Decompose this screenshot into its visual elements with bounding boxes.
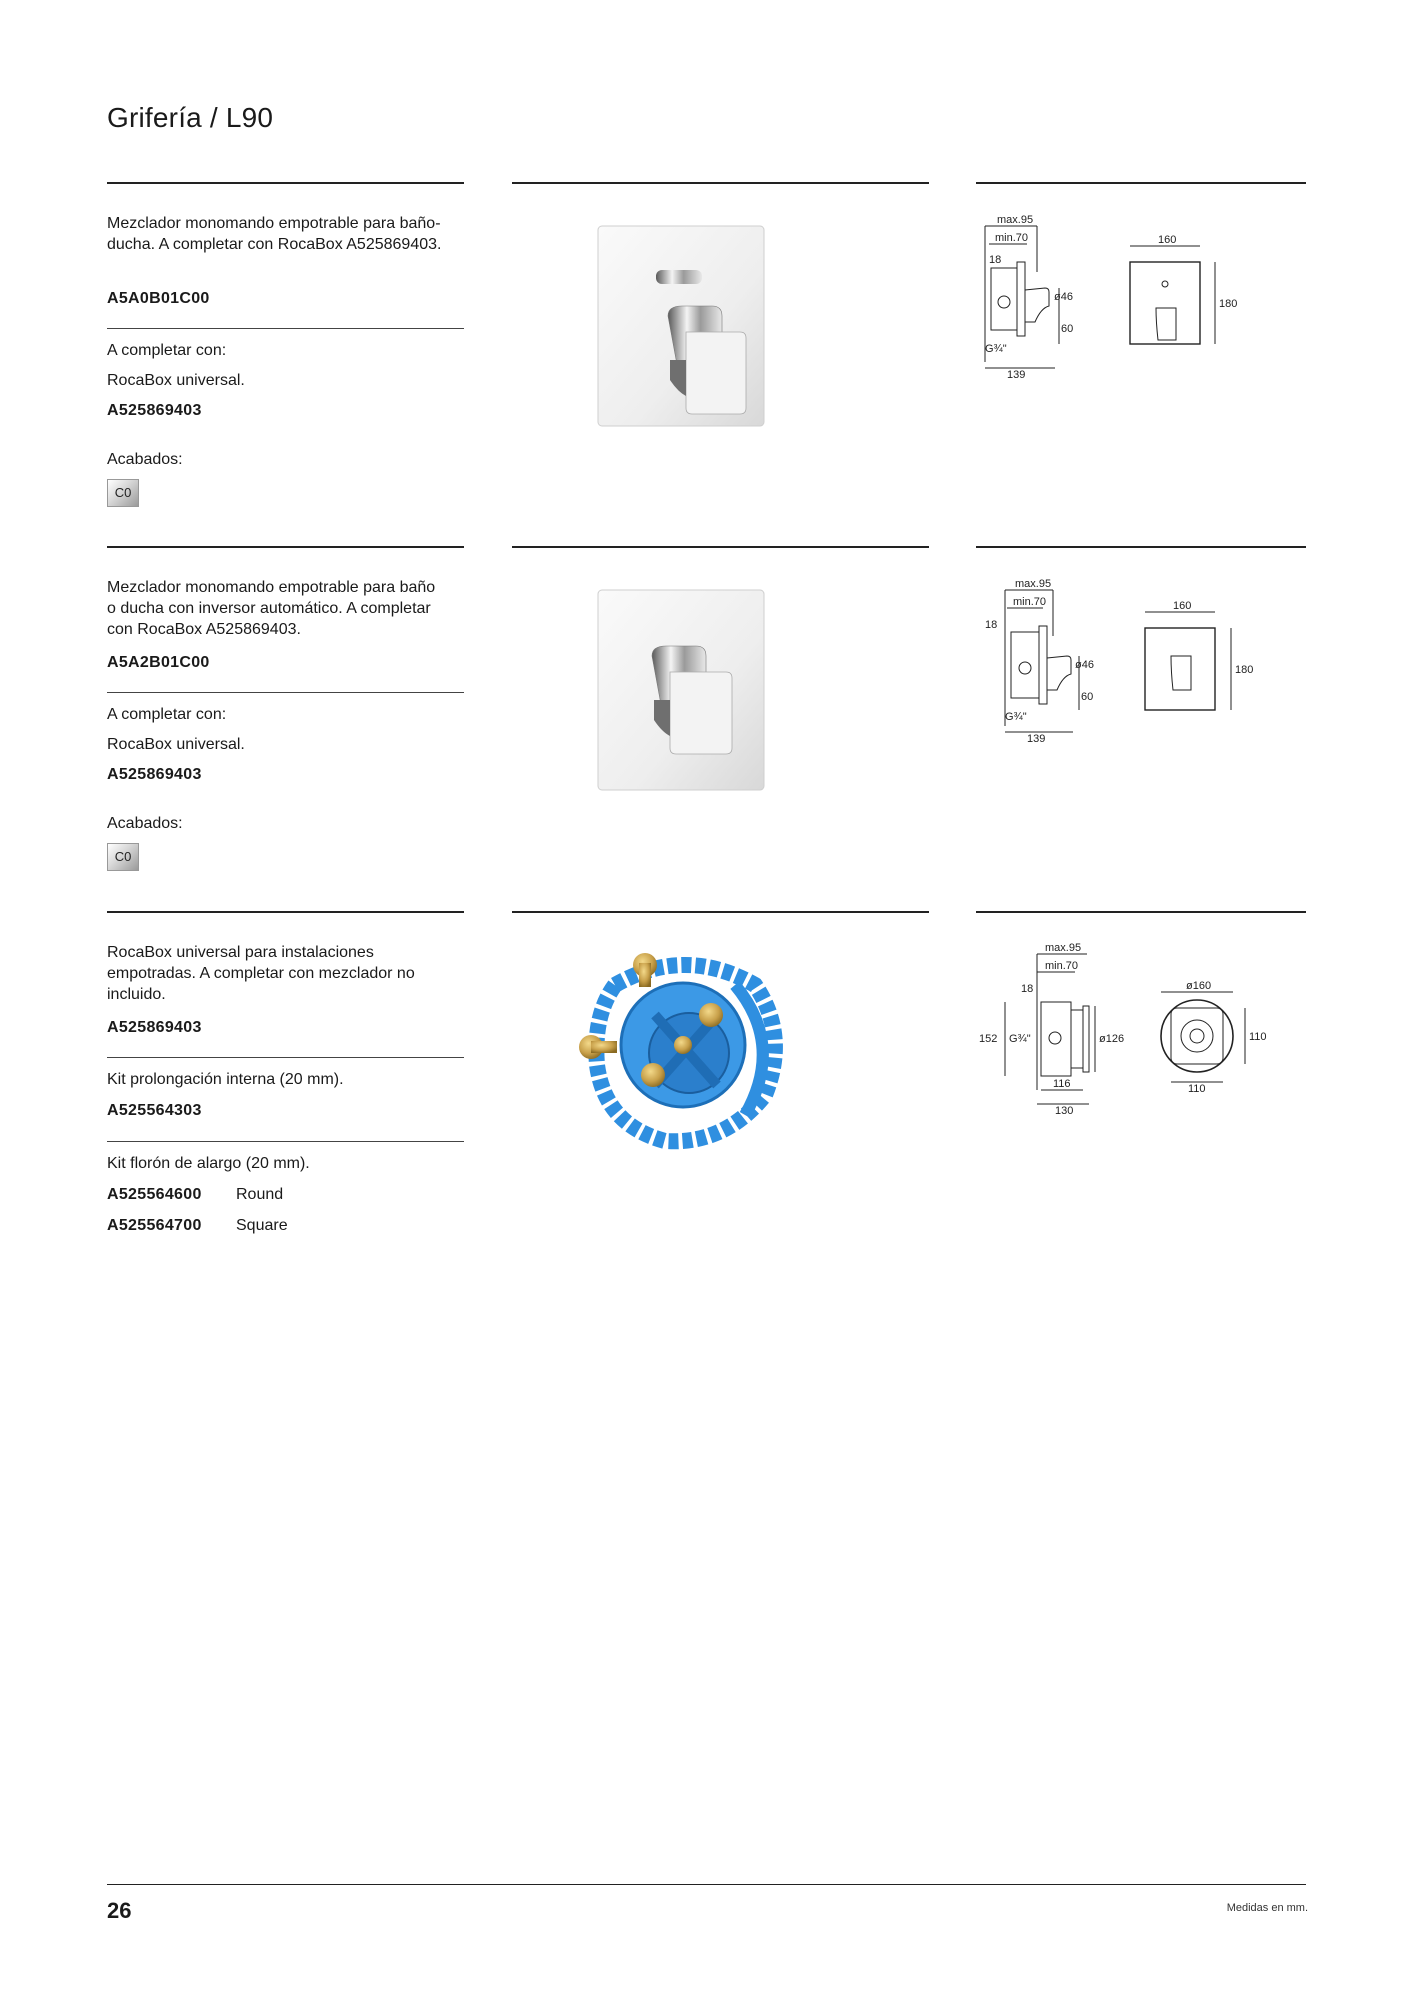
dim-18: 18 — [1021, 983, 1034, 995]
dim-180: 180 — [1219, 298, 1238, 310]
section-divider — [512, 182, 929, 184]
variant-code: A525564600 — [107, 1186, 202, 1203]
units-note: Medidas en mm. — [1226, 1902, 1308, 1914]
dim-160: 160 — [1173, 600, 1192, 612]
product-code: A5A2B01C00 — [107, 654, 210, 671]
accessory-code: A525564303 — [107, 1102, 202, 1119]
divider — [107, 1057, 464, 1058]
section-divider — [976, 182, 1306, 184]
dim-max: max.95 — [1045, 942, 1082, 954]
dim-139: 139 — [1027, 733, 1046, 745]
dim-139: 139 — [1007, 369, 1026, 381]
finish-swatch: C0 — [107, 843, 139, 871]
product-code: A5A0B01C00 — [107, 290, 210, 307]
divider — [107, 1141, 464, 1142]
complete-with-label: A completar con: — [107, 706, 227, 723]
divider — [107, 692, 464, 693]
product-code: A525869403 — [107, 1019, 202, 1036]
product-description: Mezclador monomando empotrable para baño o ducha con inversor automático. A completar con RocaBox A525869403. — [107, 579, 436, 638]
dim-116: 116 — [1053, 1078, 1071, 1090]
dim-46: ø46 — [1075, 659, 1094, 671]
page-title: Grifería / L90 — [107, 102, 274, 133]
dim-60: 60 — [1081, 691, 1094, 703]
dim-110: 110 — [1188, 1083, 1206, 1095]
technical-drawing — [975, 212, 1285, 382]
technical-drawing — [975, 576, 1285, 746]
dim-min: min.70 — [1045, 960, 1079, 972]
accessory-label: Kit prolongación interna (20 mm). — [107, 1071, 344, 1088]
page-number: 26 — [107, 1898, 132, 1923]
complete-with-item: RocaBox universal. — [107, 372, 245, 389]
accessory-label: Kit florón de alargo (20 mm). — [107, 1155, 310, 1172]
dim-160: 160 — [1158, 234, 1177, 246]
dim-46: ø46 — [1054, 291, 1073, 303]
section-divider — [107, 546, 464, 548]
complete-with-label: A completar con: — [107, 342, 227, 359]
section-divider — [976, 911, 1306, 913]
footer-rule — [107, 1884, 1306, 1885]
dim-110: 110 — [1249, 1031, 1267, 1043]
section-divider — [976, 546, 1306, 548]
section-divider — [107, 911, 464, 913]
divider — [107, 328, 464, 329]
dim-max: max.95 — [997, 214, 1034, 226]
product-photo — [590, 584, 780, 794]
variant-code: A525564700 — [107, 1217, 202, 1234]
product-description: RocaBox universal para instalaciones empotradas. A completar con mezclador no incluido. — [107, 944, 415, 1003]
product-photo — [590, 220, 780, 430]
section-divider — [107, 182, 464, 184]
dim-min: min.70 — [995, 232, 1029, 244]
product-photo — [575, 945, 795, 1155]
variant-name: Square — [236, 1217, 288, 1234]
dim-thread: G¾" — [1005, 711, 1027, 723]
dim-126: ø126 — [1099, 1033, 1125, 1045]
product-description: Mezclador monomando empotrable para baño-ducha. A completar con RocaBox A525869403. — [107, 215, 442, 253]
finishes-label: Acabados: — [107, 451, 183, 468]
dim-max: max.95 — [1015, 578, 1052, 590]
dim-60: 60 — [1061, 323, 1074, 335]
dim-180: 180 — [1235, 664, 1254, 676]
complete-with-item: RocaBox universal. — [107, 736, 245, 753]
variant-name: Round — [236, 1186, 284, 1203]
dim-152: 152 — [979, 1033, 998, 1045]
technical-drawing — [975, 940, 1285, 1115]
complete-with-code: A525869403 — [107, 766, 202, 783]
dim-18: 18 — [989, 254, 1002, 266]
finish-swatch: C0 — [107, 479, 139, 507]
dim-thread: G¾" — [985, 343, 1007, 355]
dim-min: min.70 — [1013, 596, 1047, 608]
dim-thread: G¾" — [1009, 1033, 1031, 1045]
dim-18: 18 — [985, 619, 998, 631]
dim-130: 130 — [1055, 1105, 1074, 1115]
complete-with-code: A525869403 — [107, 402, 202, 419]
finishes-label: Acabados: — [107, 815, 183, 832]
section-divider — [512, 911, 929, 913]
section-divider — [512, 546, 929, 548]
dim-160: ø160 — [1186, 980, 1212, 992]
